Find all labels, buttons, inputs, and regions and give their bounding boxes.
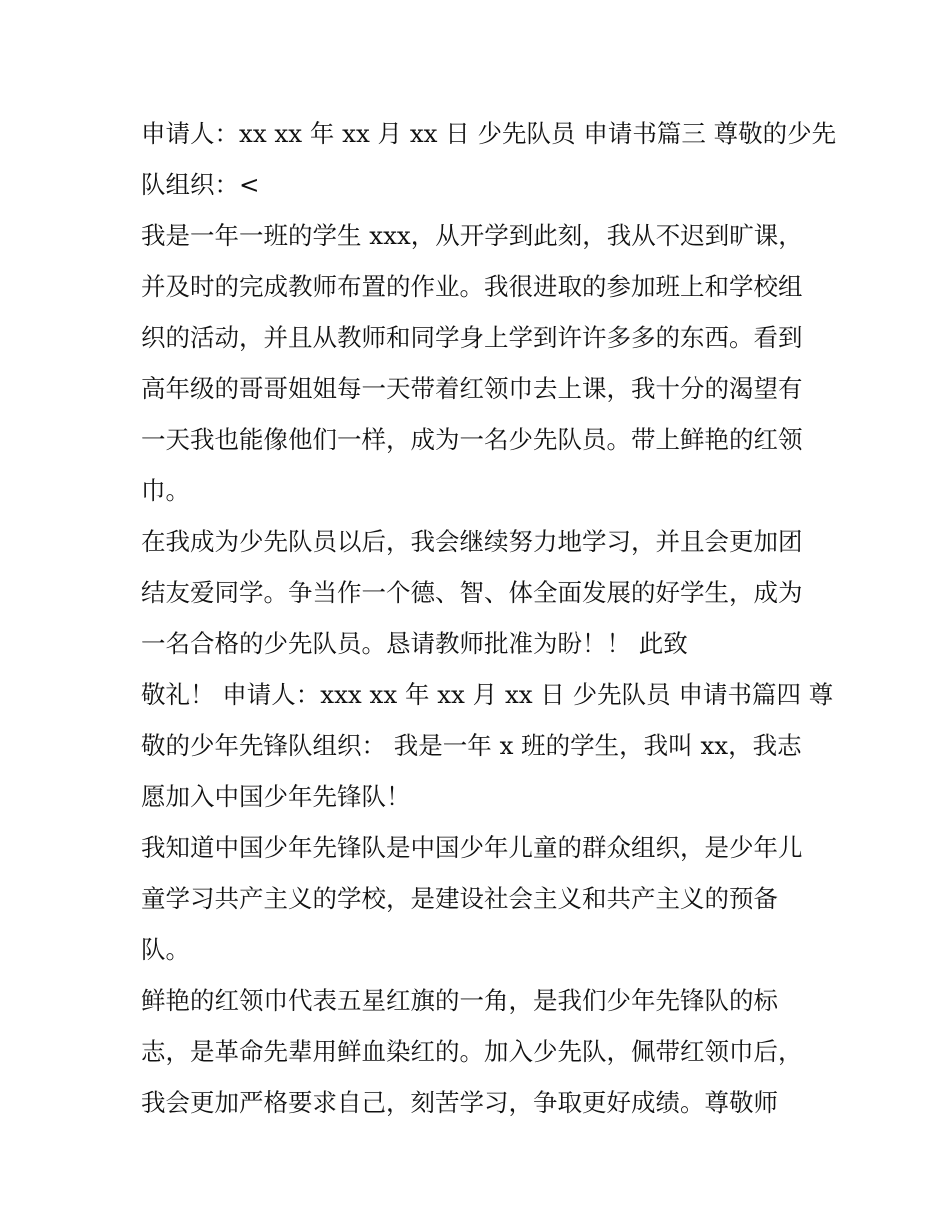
text-line: 巾。 — [141, 476, 190, 505]
text-line: 我是一年一班的学生 xxx，从开学到此刻，我从不迟到旷课， — [141, 221, 803, 250]
text-line: 并及时的完成教师布置的作业。我很进取的参加班上和学校组 — [141, 272, 803, 301]
text-line: 志，是革命先辈用鲜血染红的。加入少先队，佩带红领巾后， — [141, 1037, 803, 1066]
text-line: 在我成为少先队员以后，我会继续努力地学习，并且会更加团 — [141, 527, 803, 556]
text-line: 愿加入中国少年先锋队！ — [141, 782, 411, 811]
text-line: 一名合格的少先队员。恳请教师批准为盼！！ 此致 — [141, 629, 688, 658]
text-line: 童学习共产主义的学校，是建设社会主义和共产主义的预备 — [141, 884, 778, 913]
text-line: 织的活动，并且从教师和同学身上学到许许多多的东西。看到 — [141, 323, 803, 352]
text-line: 结友爱同学。争当作一个德、智、体全面发展的好学生，成为 — [141, 578, 803, 607]
text-line: 一天我也能像他们一样，成为一名少先队员。带上鲜艳的红领 — [141, 425, 803, 454]
text-line: 队组织：< — [141, 170, 260, 199]
text-line: 我会更加严格要求自己，刻苦学习，争取更好成绩。尊敬师 — [141, 1088, 778, 1117]
text-line: 申请人：xx xx 年 xx 月 xx 日 少先队员 申请书篇三 尊敬的少先 — [141, 119, 837, 148]
document-body — [141, 108, 837, 1128]
text-line: 高年级的哥哥姐姐每一天带着红领巾去上课，我十分的渴望有 — [141, 374, 803, 403]
text-line: 我知道中国少年先锋队是中国少年儿童的群众组织，是少年儿 — [141, 833, 803, 862]
text-line: 敬的少年先锋队组织： 我是一年 x 班的学生，我叫 xx，我志 — [141, 731, 802, 760]
text-line: 队。 — [141, 935, 190, 964]
text-line: 敬礼！ 申请人：xxx xx 年 xx 月 xx 日 少先队员 申请书篇四 尊 — [141, 680, 834, 709]
text-line: 鲜艳的红领巾代表五星红旗的一角，是我们少年先锋队的标 — [141, 986, 778, 1015]
